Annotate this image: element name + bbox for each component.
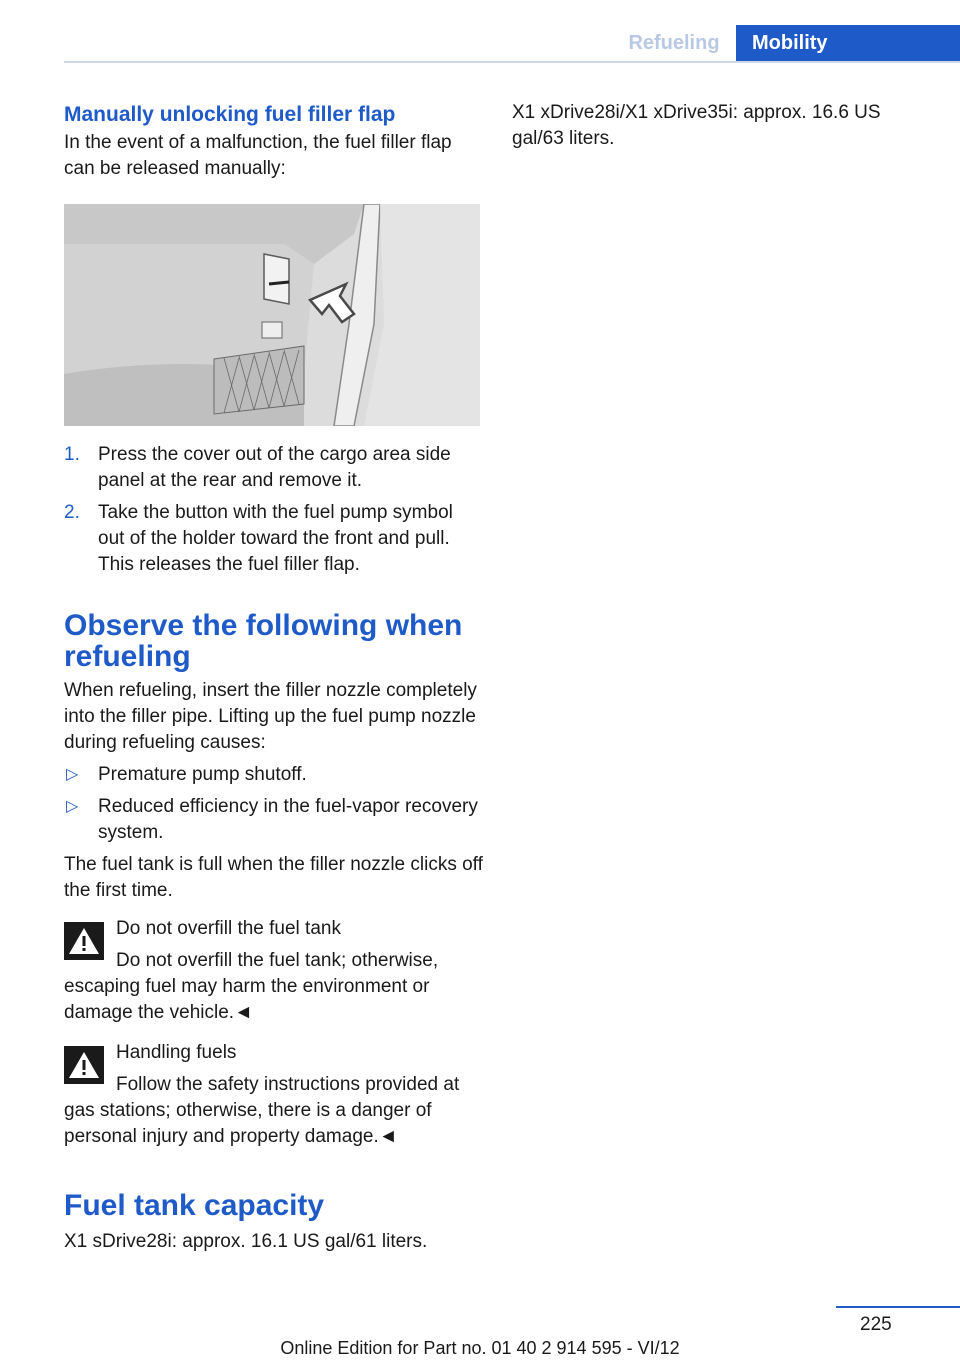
footer-edition: Online Edition for Part no. 01 40 2 914 595 - VI/12 bbox=[280, 1338, 680, 1358]
intro-unlock: In the event of a malfunction, the fuel filler flap can be released manually: bbox=[64, 132, 452, 179]
heading-unlock: Manually unlocking fuel filler flap bbox=[64, 103, 396, 126]
full-tank-text: The fuel tank is full when the filler nozzle clicks off the first time. bbox=[64, 854, 483, 901]
list-item bbox=[64, 500, 484, 578]
bullet-text: Reduced efficiency in the fuel-vapor recovery system. bbox=[98, 796, 478, 843]
warning-body: Do not overfill the fuel tank; otherwise, escaping fuel may harm the environment or damage the vehicle.◄ bbox=[64, 950, 439, 1023]
cargo-area-illustration bbox=[64, 204, 480, 426]
list-triangle-icon: ▷ bbox=[66, 766, 79, 783]
warning-body: Follow the safety instructions provided at gas stations; otherwise, there is a danger of personal injury and property damage.◄ bbox=[64, 1074, 460, 1147]
right-column bbox=[512, 100, 932, 152]
warning-handling-fuels bbox=[64, 1040, 484, 1150]
heading-observe: Observe the following when refueling bbox=[64, 609, 463, 673]
heading-capacity: Fuel tank capacity bbox=[64, 1189, 325, 1222]
effects-list bbox=[64, 762, 484, 846]
header-chapter-tab: Mobility bbox=[736, 25, 960, 61]
step-number: 1. bbox=[64, 444, 80, 465]
step-text: Press the cover out of the cargo area side panel at the rear and remove it. bbox=[98, 444, 451, 491]
unlock-steps bbox=[64, 442, 484, 578]
capacity-sdrive: X1 sDrive28i: approx. 16.1 US gal/61 liters. bbox=[64, 1231, 428, 1252]
observe-text: When refueling, insert the filler nozzle completely into the filler pipe. Lifting up the fuel pump nozzle during refueling causes: bbox=[64, 680, 477, 753]
warning-triangle-icon bbox=[64, 1046, 104, 1084]
warning-title: Do not overfill the fuel tank bbox=[116, 918, 341, 939]
header-section-tab: Refueling bbox=[628, 31, 720, 54]
step-text: Take the button with the fuel pump symbol out of the holder toward the front and pull. This releases the fuel filler flap. bbox=[98, 502, 453, 575]
list-item bbox=[64, 794, 484, 846]
left-column bbox=[64, 100, 484, 1255]
page-number: 225 bbox=[860, 1314, 892, 1335]
bullet-text: Premature pump shutoff. bbox=[98, 764, 307, 785]
list-item bbox=[64, 442, 484, 494]
list-item bbox=[64, 762, 484, 788]
warning-triangle-icon bbox=[64, 922, 104, 960]
warning-title: Handling fuels bbox=[116, 1042, 237, 1063]
capacity-xdrive: X1 xDrive28i/X1 xDrive35i: approx. 16.6 US gal/63 liters. bbox=[512, 102, 881, 149]
list-triangle-icon: ▷ bbox=[66, 798, 79, 815]
header-rule bbox=[64, 61, 960, 63]
step-number: 2. bbox=[64, 502, 80, 523]
footer-rule bbox=[836, 1306, 960, 1308]
warning-overfill bbox=[64, 916, 484, 1026]
